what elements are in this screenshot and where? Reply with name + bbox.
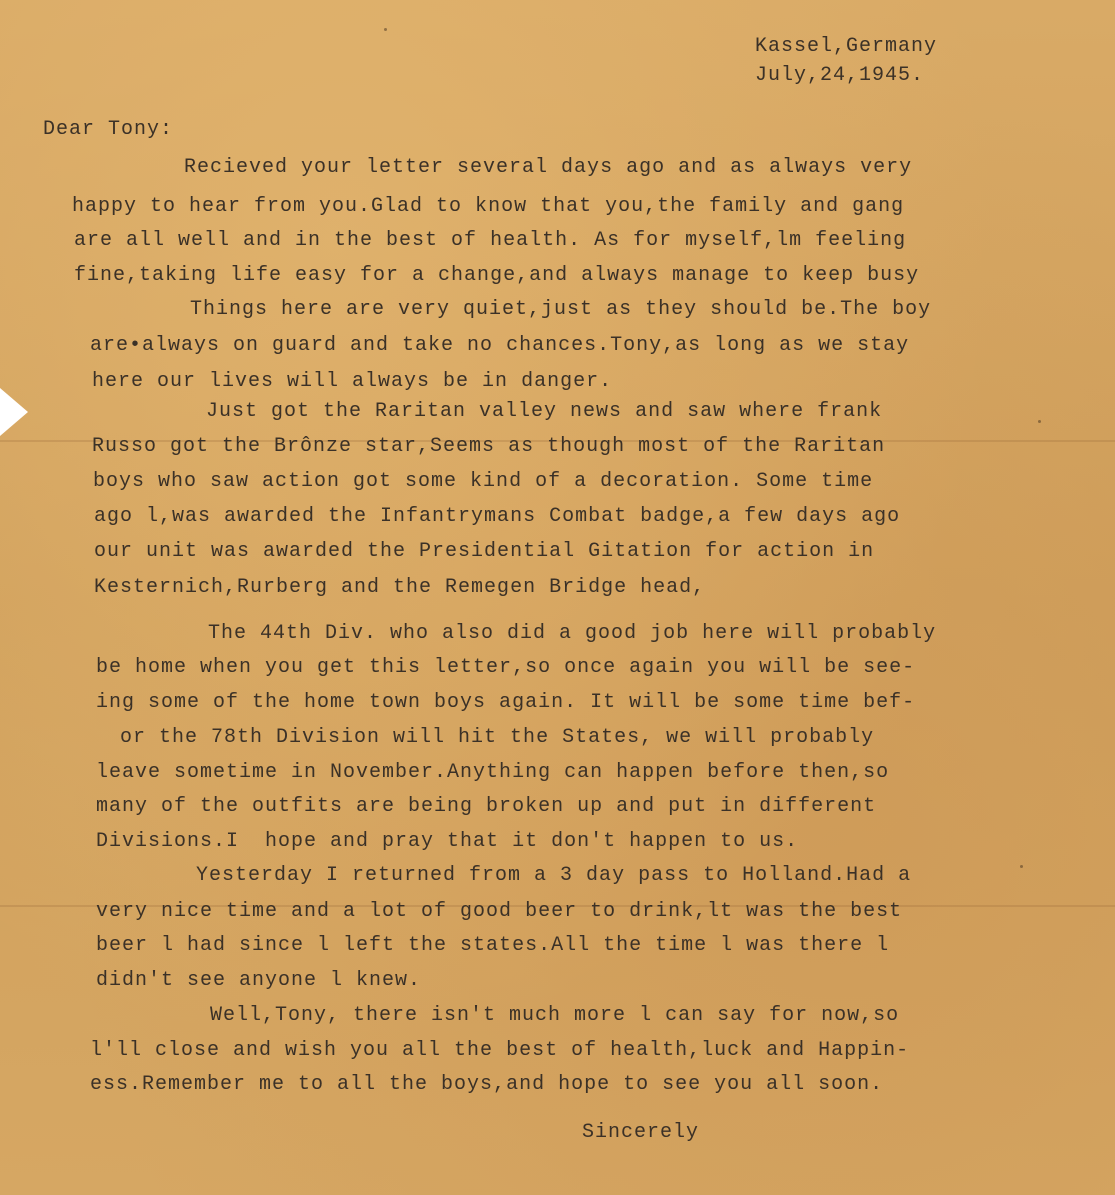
letter-line: Kesternich,Rurberg and the Remegen Bridge head,	[94, 576, 706, 599]
letter-line: Russo got the Brônze star,Seems as though most of the Raritan	[92, 435, 886, 458]
letter-line: l'll close and wish you all the best of health,luck and Happin-	[90, 1039, 910, 1062]
letter-line: here our lives will always be in danger.	[92, 370, 613, 393]
letter-date: July,24,1945.	[755, 64, 925, 87]
torn-edge-notch	[0, 388, 28, 436]
letter-line: The 44th Div. who also did a good job here will probably	[208, 622, 937, 645]
letter-closing: Sincerely	[582, 1121, 700, 1144]
paper-speck	[384, 28, 387, 31]
letter-line: many of the outfits are being broken up and put in different	[96, 795, 877, 818]
letter-line: our unit was awarded the Presidential Gitation for action in	[94, 540, 875, 563]
letter-line: Recieved your letter several days ago and as always very	[184, 156, 913, 179]
letter-line: ess.Remember me to all the boys,and hope to see you all soon.	[90, 1073, 884, 1096]
letter-salutation: Dear Tony:	[43, 118, 174, 141]
letter-place: Kassel,Germany	[755, 35, 938, 58]
letter-line: Well,Tony, there isn't much more l can say for now,so	[210, 1004, 900, 1027]
letter-line: fine,taking life easy for a change,and always manage to keep busy	[74, 264, 920, 287]
letter-line: leave sometime in November.Anything can happen before then,so	[96, 761, 890, 784]
letter-line: Divisions.I hope and pray that it don't happen to us.	[96, 830, 799, 853]
letter-line: or the 78th Division will hit the States, we will probably	[120, 726, 875, 749]
letter-line: be home when you get this letter,so once again you will be see-	[96, 656, 916, 679]
letter-line: didn't see anyone l knew.	[96, 969, 422, 992]
letter-line: beer l had since l left the states.All the time l was there l	[96, 934, 890, 957]
letter-line: very nice time and a lot of good beer to drink,lt was the best	[96, 900, 903, 923]
letter-line: Just got the Raritan valley news and saw where frank	[206, 400, 883, 423]
letter-line: ing some of the home town boys again. It will be some time bef-	[96, 691, 916, 714]
paper-speck	[1020, 865, 1023, 868]
letter-line: happy to hear from you.Glad to know that you,the family and gang	[72, 195, 905, 218]
letter-line: Yesterday I returned from a 3 day pass to Holland.Had a	[196, 864, 912, 887]
letter-line: ago l,was awarded the Infantrymans Combat badge,a few days ago	[94, 505, 901, 528]
letter-line: are•always on guard and take no chances.Tony,as long as we stay	[90, 334, 910, 357]
paper-speck	[1038, 420, 1041, 423]
letter-line: Things here are very quiet,just as they should be.The boy	[190, 298, 932, 321]
letter-line: are all well and in the best of health. As for myself,lm feeling	[74, 229, 907, 252]
letter-line: boys who saw action got some kind of a decoration. Some time	[93, 470, 874, 493]
